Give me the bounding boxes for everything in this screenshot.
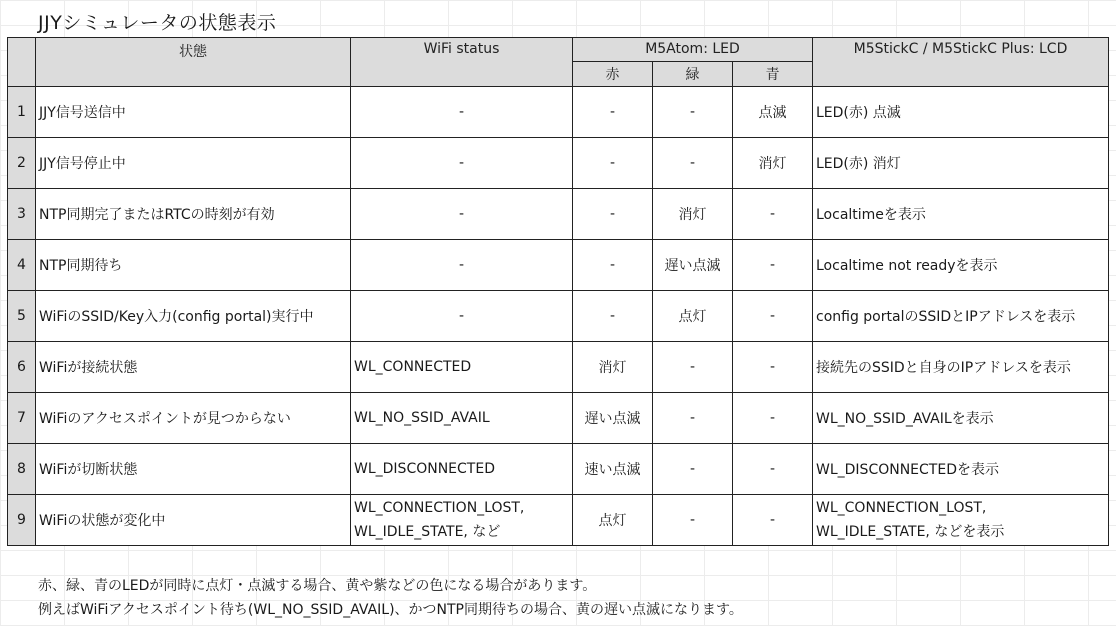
led-blue-cell[interactable]: - bbox=[733, 393, 813, 444]
state-cell[interactable]: WiFiの状態が変化中 bbox=[36, 495, 351, 546]
row-number-cell[interactable]: 2 bbox=[8, 138, 36, 189]
header-state[interactable]: 状態 bbox=[36, 38, 351, 87]
header-m5atom-led[interactable]: M5Atom: LED bbox=[573, 38, 813, 62]
table-row bbox=[8, 393, 1109, 444]
header-lcd[interactable]: M5StickC / M5StickC Plus: LCD bbox=[813, 38, 1109, 87]
wifi-status-cell[interactable]: - bbox=[351, 87, 573, 138]
led-red-cell[interactable]: 点灯 bbox=[573, 495, 653, 546]
table-header bbox=[8, 38, 1109, 87]
row-number-cell[interactable]: 1 bbox=[8, 87, 36, 138]
lcd-cell[interactable]: WL_NO_SSID_AVAILを表示 bbox=[813, 393, 1109, 444]
led-blue-cell[interactable]: - bbox=[733, 240, 813, 291]
wifi-status-cell[interactable]: WL_DISCONNECTED bbox=[351, 444, 573, 495]
led-green-cell[interactable]: 遅い点滅 bbox=[653, 240, 733, 291]
lcd-cell[interactable]: Localtime not readyを表示 bbox=[813, 240, 1109, 291]
led-red-cell[interactable]: - bbox=[573, 138, 653, 189]
header-corner-cell[interactable] bbox=[8, 38, 36, 87]
lcd-cell-line: WL_CONNECTION_LOST, bbox=[816, 500, 987, 516]
wifi-status-cell-line: WL_IDLE_STATE, など bbox=[354, 524, 501, 540]
state-cell[interactable]: NTP同期待ち bbox=[36, 240, 351, 291]
sheet-title: JJYシミュレータの状態表示 bbox=[38, 12, 277, 34]
led-green-cell[interactable]: - bbox=[653, 342, 733, 393]
led-blue-cell[interactable]: - bbox=[733, 444, 813, 495]
table-row bbox=[8, 495, 1109, 546]
header-led-green[interactable]: 緑 bbox=[653, 62, 733, 87]
note-line[interactable]: 赤、緑、青のLEDが同時に点灯・点滅する場合、黄や紫などの色になる場合があります。 bbox=[38, 578, 597, 594]
led-red-cell[interactable]: - bbox=[573, 240, 653, 291]
led-red-cell[interactable]: - bbox=[573, 189, 653, 240]
led-blue-cell[interactable]: 点滅 bbox=[733, 87, 813, 138]
row-number-cell[interactable]: 9 bbox=[8, 495, 36, 546]
row-number-cell[interactable]: 7 bbox=[8, 393, 36, 444]
lcd-cell[interactable]: LED(赤) 消灯 bbox=[813, 138, 1109, 189]
state-cell[interactable]: JJY信号停止中 bbox=[36, 138, 351, 189]
lcd-cell[interactable]: LED(赤) 点滅 bbox=[813, 87, 1109, 138]
wifi-status-cell[interactable] bbox=[351, 495, 573, 546]
lcd-cell[interactable]: Localtimeを表示 bbox=[813, 189, 1109, 240]
table-row bbox=[8, 138, 1109, 189]
state-cell[interactable]: NTP同期完了またはRTCの時刻が有効 bbox=[36, 189, 351, 240]
wifi-status-cell[interactable]: - bbox=[351, 240, 573, 291]
state-cell[interactable]: WiFiのアクセスポイントが見つからない bbox=[36, 393, 351, 444]
lcd-cell-line: WL_IDLE_STATE, などを表示 bbox=[816, 524, 1005, 540]
wifi-status-cell[interactable]: - bbox=[351, 138, 573, 189]
led-blue-cell[interactable]: - bbox=[733, 291, 813, 342]
led-green-cell[interactable]: - bbox=[653, 87, 733, 138]
lcd-cell[interactable]: WL_DISCONNECTEDを表示 bbox=[813, 444, 1109, 495]
lcd-cell[interactable] bbox=[813, 495, 1109, 546]
table-row bbox=[8, 87, 1109, 138]
led-green-cell[interactable]: - bbox=[653, 444, 733, 495]
row-number-cell[interactable]: 5 bbox=[8, 291, 36, 342]
table-row bbox=[8, 444, 1109, 495]
table-row bbox=[8, 189, 1109, 240]
header-led-red[interactable]: 赤 bbox=[573, 62, 653, 87]
state-cell[interactable]: WiFiが接続状態 bbox=[36, 342, 351, 393]
header-wifi-status[interactable]: WiFi status bbox=[351, 38, 573, 87]
led-red-cell[interactable]: - bbox=[573, 291, 653, 342]
state-cell[interactable]: WiFiのSSID/Key入力(config portal)実行中 bbox=[36, 291, 351, 342]
wifi-status-cell[interactable]: - bbox=[351, 189, 573, 240]
table-body bbox=[8, 87, 1109, 546]
led-green-cell[interactable]: - bbox=[653, 495, 733, 546]
note-line[interactable]: 例えばWiFiアクセスポイント待ち(WL_NO_SSID_AVAIL)、かつNTP同期待ちの場合、黄の遅い点滅になります。 bbox=[38, 602, 743, 618]
wifi-status-cell[interactable]: WL_CONNECTED bbox=[351, 342, 573, 393]
led-green-cell[interactable]: 消灯 bbox=[653, 189, 733, 240]
table-row bbox=[8, 342, 1109, 393]
row-number-cell[interactable]: 8 bbox=[8, 444, 36, 495]
wifi-status-cell[interactable]: - bbox=[351, 291, 573, 342]
state-cell[interactable]: JJY信号送信中 bbox=[36, 87, 351, 138]
lcd-cell[interactable]: 接続先のSSIDと自身のIPアドレスを表示 bbox=[813, 342, 1109, 393]
status-table bbox=[7, 37, 1109, 546]
table-row bbox=[8, 240, 1109, 291]
led-green-cell[interactable]: - bbox=[653, 393, 733, 444]
lcd-cell[interactable]: config portalのSSIDとIPアドレスを表示 bbox=[813, 291, 1109, 342]
row-number-cell[interactable]: 3 bbox=[8, 189, 36, 240]
led-blue-cell[interactable]: 消灯 bbox=[733, 138, 813, 189]
led-red-cell[interactable]: 速い点滅 bbox=[573, 444, 653, 495]
wifi-status-cell[interactable]: WL_NO_SSID_AVAIL bbox=[351, 393, 573, 444]
led-red-cell[interactable]: - bbox=[573, 87, 653, 138]
row-number-cell[interactable]: 4 bbox=[8, 240, 36, 291]
row-number-cell[interactable]: 6 bbox=[8, 342, 36, 393]
led-red-cell[interactable]: 消灯 bbox=[573, 342, 653, 393]
led-blue-cell[interactable]: - bbox=[733, 342, 813, 393]
state-cell[interactable]: WiFiが切断状態 bbox=[36, 444, 351, 495]
table-row bbox=[8, 291, 1109, 342]
led-red-cell[interactable]: 遅い点滅 bbox=[573, 393, 653, 444]
notes bbox=[38, 574, 743, 622]
led-blue-cell[interactable]: - bbox=[733, 189, 813, 240]
led-green-cell[interactable]: 点灯 bbox=[653, 291, 733, 342]
wifi-status-cell-line: WL_CONNECTION_LOST, bbox=[354, 500, 525, 516]
header-led-blue[interactable]: 青 bbox=[733, 62, 813, 87]
led-green-cell[interactable]: - bbox=[653, 138, 733, 189]
led-blue-cell[interactable]: - bbox=[733, 495, 813, 546]
